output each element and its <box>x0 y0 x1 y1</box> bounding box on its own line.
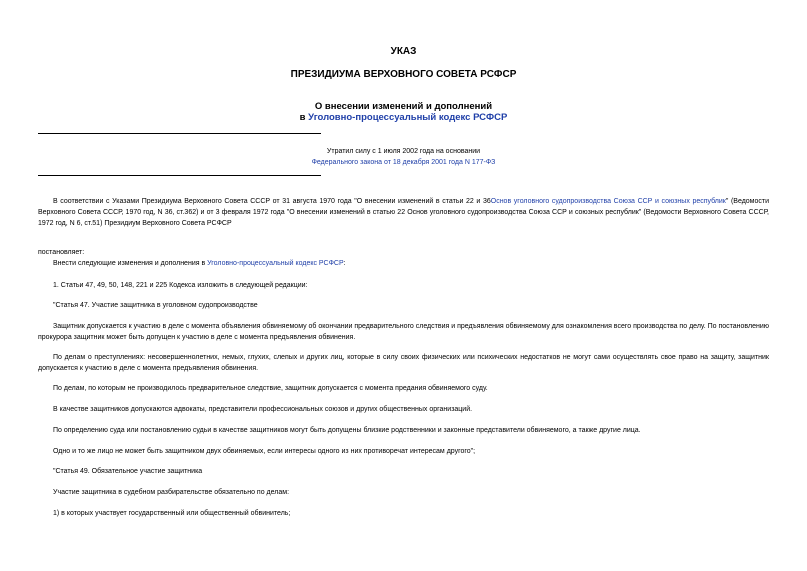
article-47-para-2: По делам о преступлениях: несовершеннолетних, немых, глухих, слепых и других лиц, которые в силу своих физических или психических недостатков не могут сами осуществлять свое право на защиту, защитник допускается к участию в деле с момента предъявления обвинения. <box>38 354 769 372</box>
amendments-intro <box>38 258 769 269</box>
divider-bottom <box>38 175 321 176</box>
item-1: 1. Статьи 47, 49, 50, 148, 221 и 225 Кодекса изложить в следующей редакции: <box>53 282 308 289</box>
article-47-heading: "Статья 47. Участие защитника в уголовном судопроизводстве <box>53 302 258 309</box>
criminal-procedure-code-link[interactable]: Уголовно-процессуальный кодекс РСФСР <box>308 112 508 123</box>
article-47-para-6: Одно и то же лицо не может быть защитником двух обвиняемых, если интересы одного из них противоречат интересам другого"; <box>53 448 476 455</box>
article-49-para-1: Участие защитника в судебном разбирательстве обязательно по делам: <box>53 489 290 496</box>
preamble-paragraph <box>38 196 769 229</box>
federal-law-link[interactable]: Федерального закона от 18 декабря 2001 года N 177-ФЗ <box>311 159 496 166</box>
article-47-para-4: В качестве защитников допускаются адвокаты, представители профессиональных союзов и других общественных организаций. <box>53 406 473 413</box>
decree-title: УКАЗ <box>390 46 417 57</box>
decree-issuer: ПРЕЗИДИУМА ВЕРХОВНОГО СОВЕТА РСФСР <box>290 69 517 80</box>
article-47-para-3: По делам, по которым не производилось предварительное следствие, защитник допускается с момента предания обвиняемого суду. <box>53 385 488 392</box>
article-47-para-5: По определению суда или постановлению судьи в качестве защитников могут быть допущены близкие родственники и законные представители обвиняемого, а также другие лица. <box>53 427 641 434</box>
article-49-item-1: 1) в которых участвует государственный или общественный обвинитель; <box>53 510 291 517</box>
article-49-heading: "Статья 49. Обязательное участие защитника <box>53 468 203 475</box>
amendments-intro-text: Внести следующие изменения и дополнения в <box>53 260 208 267</box>
divider-top <box>38 133 321 134</box>
code-link[interactable]: Уголовно-процессуальный кодекс РСФСР <box>207 260 344 267</box>
amendments-intro-colon: : <box>343 260 346 267</box>
decree-about-line2 <box>0 112 807 123</box>
repeal-notice: Утратил силу с 1 июля 2002 года на основании <box>326 148 481 155</box>
preamble-text-a: В соответствии с Указами Президиума Верховного Совета СССР от 31 августа 1970 года "О внесении изменений в статьи 22 и 36 <box>53 198 491 205</box>
preamble-text-b: " (Ведомости Верховного Совета СССР, 1970 год, N 36, ст.362) и от 3 февраля 1972 года "О внесении изменений в статью 22 Основ уголовного судопроизводства Союза ССР и союзных республик" (Ведомости Верховного Совета СССР, 1972 год, N 6, ст.51) Президиум Верховного Совета РСФСР <box>38 198 770 227</box>
decree-about-line1: О внесении изменений и дополнений <box>314 101 493 112</box>
article-47-para-1: Защитник допускается к участию в деле с момента объявления обвиняемому об окончании предварительного следствия и предъявления обвиняемому для ознакомления всего производства по делу. По постановлению прокурора защитник может быть допущен к участию в деле с момента предъявления обвинения. <box>38 323 769 341</box>
about-prefix: в <box>299 112 309 123</box>
repeal-law-line <box>0 159 807 166</box>
criminal-justice-basics-link[interactable]: Основ уголовного судопроизводства Союза ССР и союзных республик <box>490 198 726 205</box>
resolves-line: постановляет: <box>38 249 85 256</box>
